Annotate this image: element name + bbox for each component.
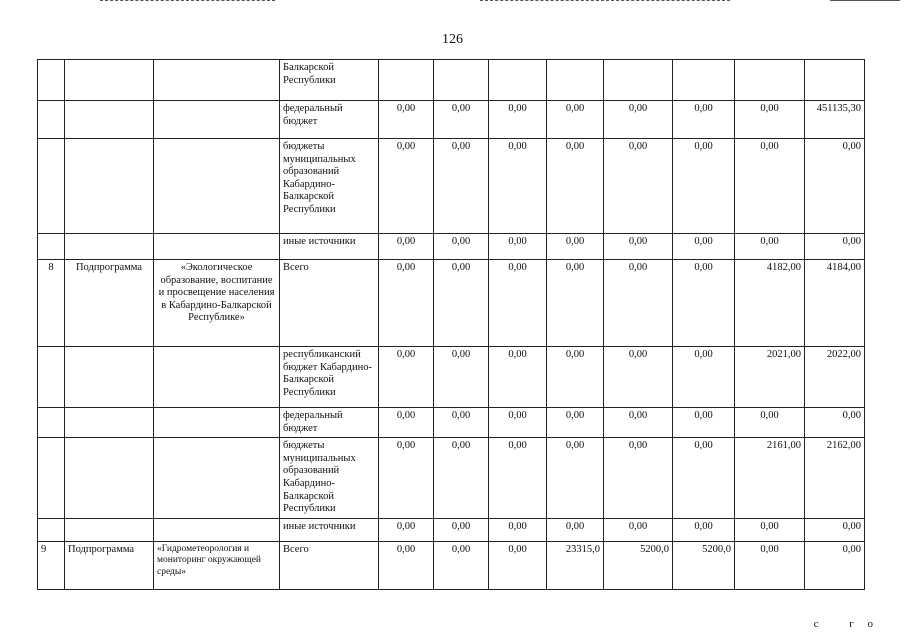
row-type: Подпрограмма xyxy=(65,541,154,589)
value-cell: 0,00 xyxy=(379,541,434,589)
value-cell: 0,00 xyxy=(805,541,865,589)
row-name: «Гидрометеорология и мониторинг окружающей среды» xyxy=(154,541,280,589)
value-cell: 0,00 xyxy=(547,101,604,139)
funding-table xyxy=(37,59,865,590)
value-cell: 0,00 xyxy=(735,408,805,438)
row-name xyxy=(154,139,280,234)
value-cell: 0,00 xyxy=(673,234,735,260)
value-cell: 2162,00 xyxy=(805,438,865,519)
value-cell: 0,00 xyxy=(434,139,489,234)
table-row xyxy=(38,541,865,589)
row-name xyxy=(154,234,280,260)
value-cell: 0,00 xyxy=(604,438,673,519)
value-cell: 23315,0 xyxy=(547,541,604,589)
table-row xyxy=(38,347,865,408)
table-row xyxy=(38,260,865,347)
funding-source: Всего xyxy=(280,260,379,347)
row-name xyxy=(154,347,280,408)
top-dashed-line xyxy=(480,0,730,2)
value-cell: 0,00 xyxy=(604,347,673,408)
value-cell: 0,00 xyxy=(434,408,489,438)
value-cell xyxy=(735,60,805,101)
row-name: «Экологическое образование, воспитание и просвещение населения в Кабардино-Балкарской Республике» xyxy=(154,260,280,347)
value-cell: 0,00 xyxy=(673,101,735,139)
value-cell: 0,00 xyxy=(735,234,805,260)
table-row xyxy=(38,408,865,438)
value-cell: 0,00 xyxy=(379,347,434,408)
value-cell: 4184,00 xyxy=(805,260,865,347)
value-cell: 0,00 xyxy=(735,518,805,541)
table-row xyxy=(38,438,865,519)
value-cell: 0,00 xyxy=(805,139,865,234)
value-cell: 0,00 xyxy=(547,518,604,541)
row-number xyxy=(38,101,65,139)
value-cell xyxy=(604,60,673,101)
value-cell: 5200,0 xyxy=(673,541,735,589)
value-cell: 0,00 xyxy=(805,518,865,541)
table-row xyxy=(38,139,865,234)
row-name xyxy=(154,438,280,519)
row-name xyxy=(154,408,280,438)
funding-source: федеральный бюджет xyxy=(280,101,379,139)
row-name xyxy=(154,101,280,139)
value-cell: 0,00 xyxy=(604,518,673,541)
value-cell: 0,00 xyxy=(489,347,547,408)
row-number: 8 xyxy=(38,260,65,347)
value-cell: 0,00 xyxy=(673,260,735,347)
value-cell: 0,00 xyxy=(547,438,604,519)
page-number: 126 xyxy=(442,32,463,47)
table-row xyxy=(38,60,865,101)
value-cell: 0,00 xyxy=(547,408,604,438)
value-cell: 0,00 xyxy=(604,260,673,347)
row-type xyxy=(65,518,154,541)
value-cell: 0,00 xyxy=(547,260,604,347)
row-number xyxy=(38,347,65,408)
row-type: Подпрограмма xyxy=(65,260,154,347)
value-cell xyxy=(489,60,547,101)
value-cell: 0,00 xyxy=(735,139,805,234)
funding-source: Всего xyxy=(280,541,379,589)
value-cell: 0,00 xyxy=(434,347,489,408)
funding-source: бюджеты муниципальных образований Кабардино-Балкарской Республики xyxy=(280,438,379,519)
funding-source: Балкарской Республики xyxy=(280,60,379,101)
value-cell: 0,00 xyxy=(604,408,673,438)
value-cell: 451135,30 xyxy=(805,101,865,139)
value-cell xyxy=(434,60,489,101)
row-name xyxy=(154,518,280,541)
value-cell: 2022,00 xyxy=(805,347,865,408)
corner-marks: с го xyxy=(813,618,887,630)
value-cell: 0,00 xyxy=(673,139,735,234)
value-cell: 0,00 xyxy=(434,438,489,519)
value-cell: 0,00 xyxy=(379,234,434,260)
value-cell: 0,00 xyxy=(735,101,805,139)
table-row xyxy=(38,101,865,139)
value-cell: 0,00 xyxy=(379,101,434,139)
value-cell: 0,00 xyxy=(379,260,434,347)
row-number xyxy=(38,408,65,438)
value-cell: 0,00 xyxy=(805,408,865,438)
value-cell: 0,00 xyxy=(604,101,673,139)
value-cell: 0,00 xyxy=(673,408,735,438)
value-cell: 0,00 xyxy=(673,438,735,519)
row-type xyxy=(65,139,154,234)
row-number xyxy=(38,60,65,101)
value-cell: 0,00 xyxy=(379,438,434,519)
value-cell: 0,00 xyxy=(434,234,489,260)
value-cell: 0,00 xyxy=(735,541,805,589)
funding-source: республиканский бюджет Кабардино-Балкарской Республики xyxy=(280,347,379,408)
value-cell: 0,00 xyxy=(489,408,547,438)
value-cell: 5200,0 xyxy=(604,541,673,589)
value-cell: 0,00 xyxy=(434,101,489,139)
top-dashed-line xyxy=(100,0,275,2)
value-cell: 0,00 xyxy=(489,234,547,260)
value-cell: 0,00 xyxy=(489,518,547,541)
value-cell: 4182,00 xyxy=(735,260,805,347)
value-cell: 2161,00 xyxy=(735,438,805,519)
value-cell: 0,00 xyxy=(489,260,547,347)
row-type xyxy=(65,438,154,519)
value-cell: 0,00 xyxy=(673,347,735,408)
row-type xyxy=(65,101,154,139)
row-type xyxy=(65,347,154,408)
value-cell xyxy=(673,60,735,101)
funding-source: федеральный бюджет xyxy=(280,408,379,438)
value-cell xyxy=(805,60,865,101)
value-cell: 0,00 xyxy=(434,541,489,589)
row-number: 9 xyxy=(38,541,65,589)
value-cell xyxy=(379,60,434,101)
value-cell: 0,00 xyxy=(379,518,434,541)
value-cell: 0,00 xyxy=(489,541,547,589)
table-row xyxy=(38,518,865,541)
row-number xyxy=(38,438,65,519)
value-cell: 0,00 xyxy=(489,101,547,139)
value-cell: 0,00 xyxy=(805,234,865,260)
funding-source: иные источники xyxy=(280,518,379,541)
table-row xyxy=(38,234,865,260)
top-solid-line xyxy=(830,0,900,2)
value-cell: 0,00 xyxy=(434,518,489,541)
value-cell: 0,00 xyxy=(434,260,489,347)
value-cell: 0,00 xyxy=(604,139,673,234)
funding-source: бюджеты муниципальных образований Кабардино-Балкарской Республики xyxy=(280,139,379,234)
row-number xyxy=(38,234,65,260)
row-number xyxy=(38,139,65,234)
value-cell: 0,00 xyxy=(673,518,735,541)
row-type xyxy=(65,60,154,101)
value-cell: 0,00 xyxy=(379,139,434,234)
value-cell xyxy=(547,60,604,101)
value-cell: 0,00 xyxy=(489,139,547,234)
value-cell: 0,00 xyxy=(547,347,604,408)
value-cell: 0,00 xyxy=(604,234,673,260)
value-cell: 0,00 xyxy=(379,408,434,438)
row-name xyxy=(154,60,280,101)
value-cell: 0,00 xyxy=(547,139,604,234)
funding-source: иные источники xyxy=(280,234,379,260)
value-cell: 0,00 xyxy=(489,438,547,519)
value-cell: 2021,00 xyxy=(735,347,805,408)
value-cell: 0,00 xyxy=(547,234,604,260)
row-type xyxy=(65,234,154,260)
row-type xyxy=(65,408,154,438)
row-number xyxy=(38,518,65,541)
